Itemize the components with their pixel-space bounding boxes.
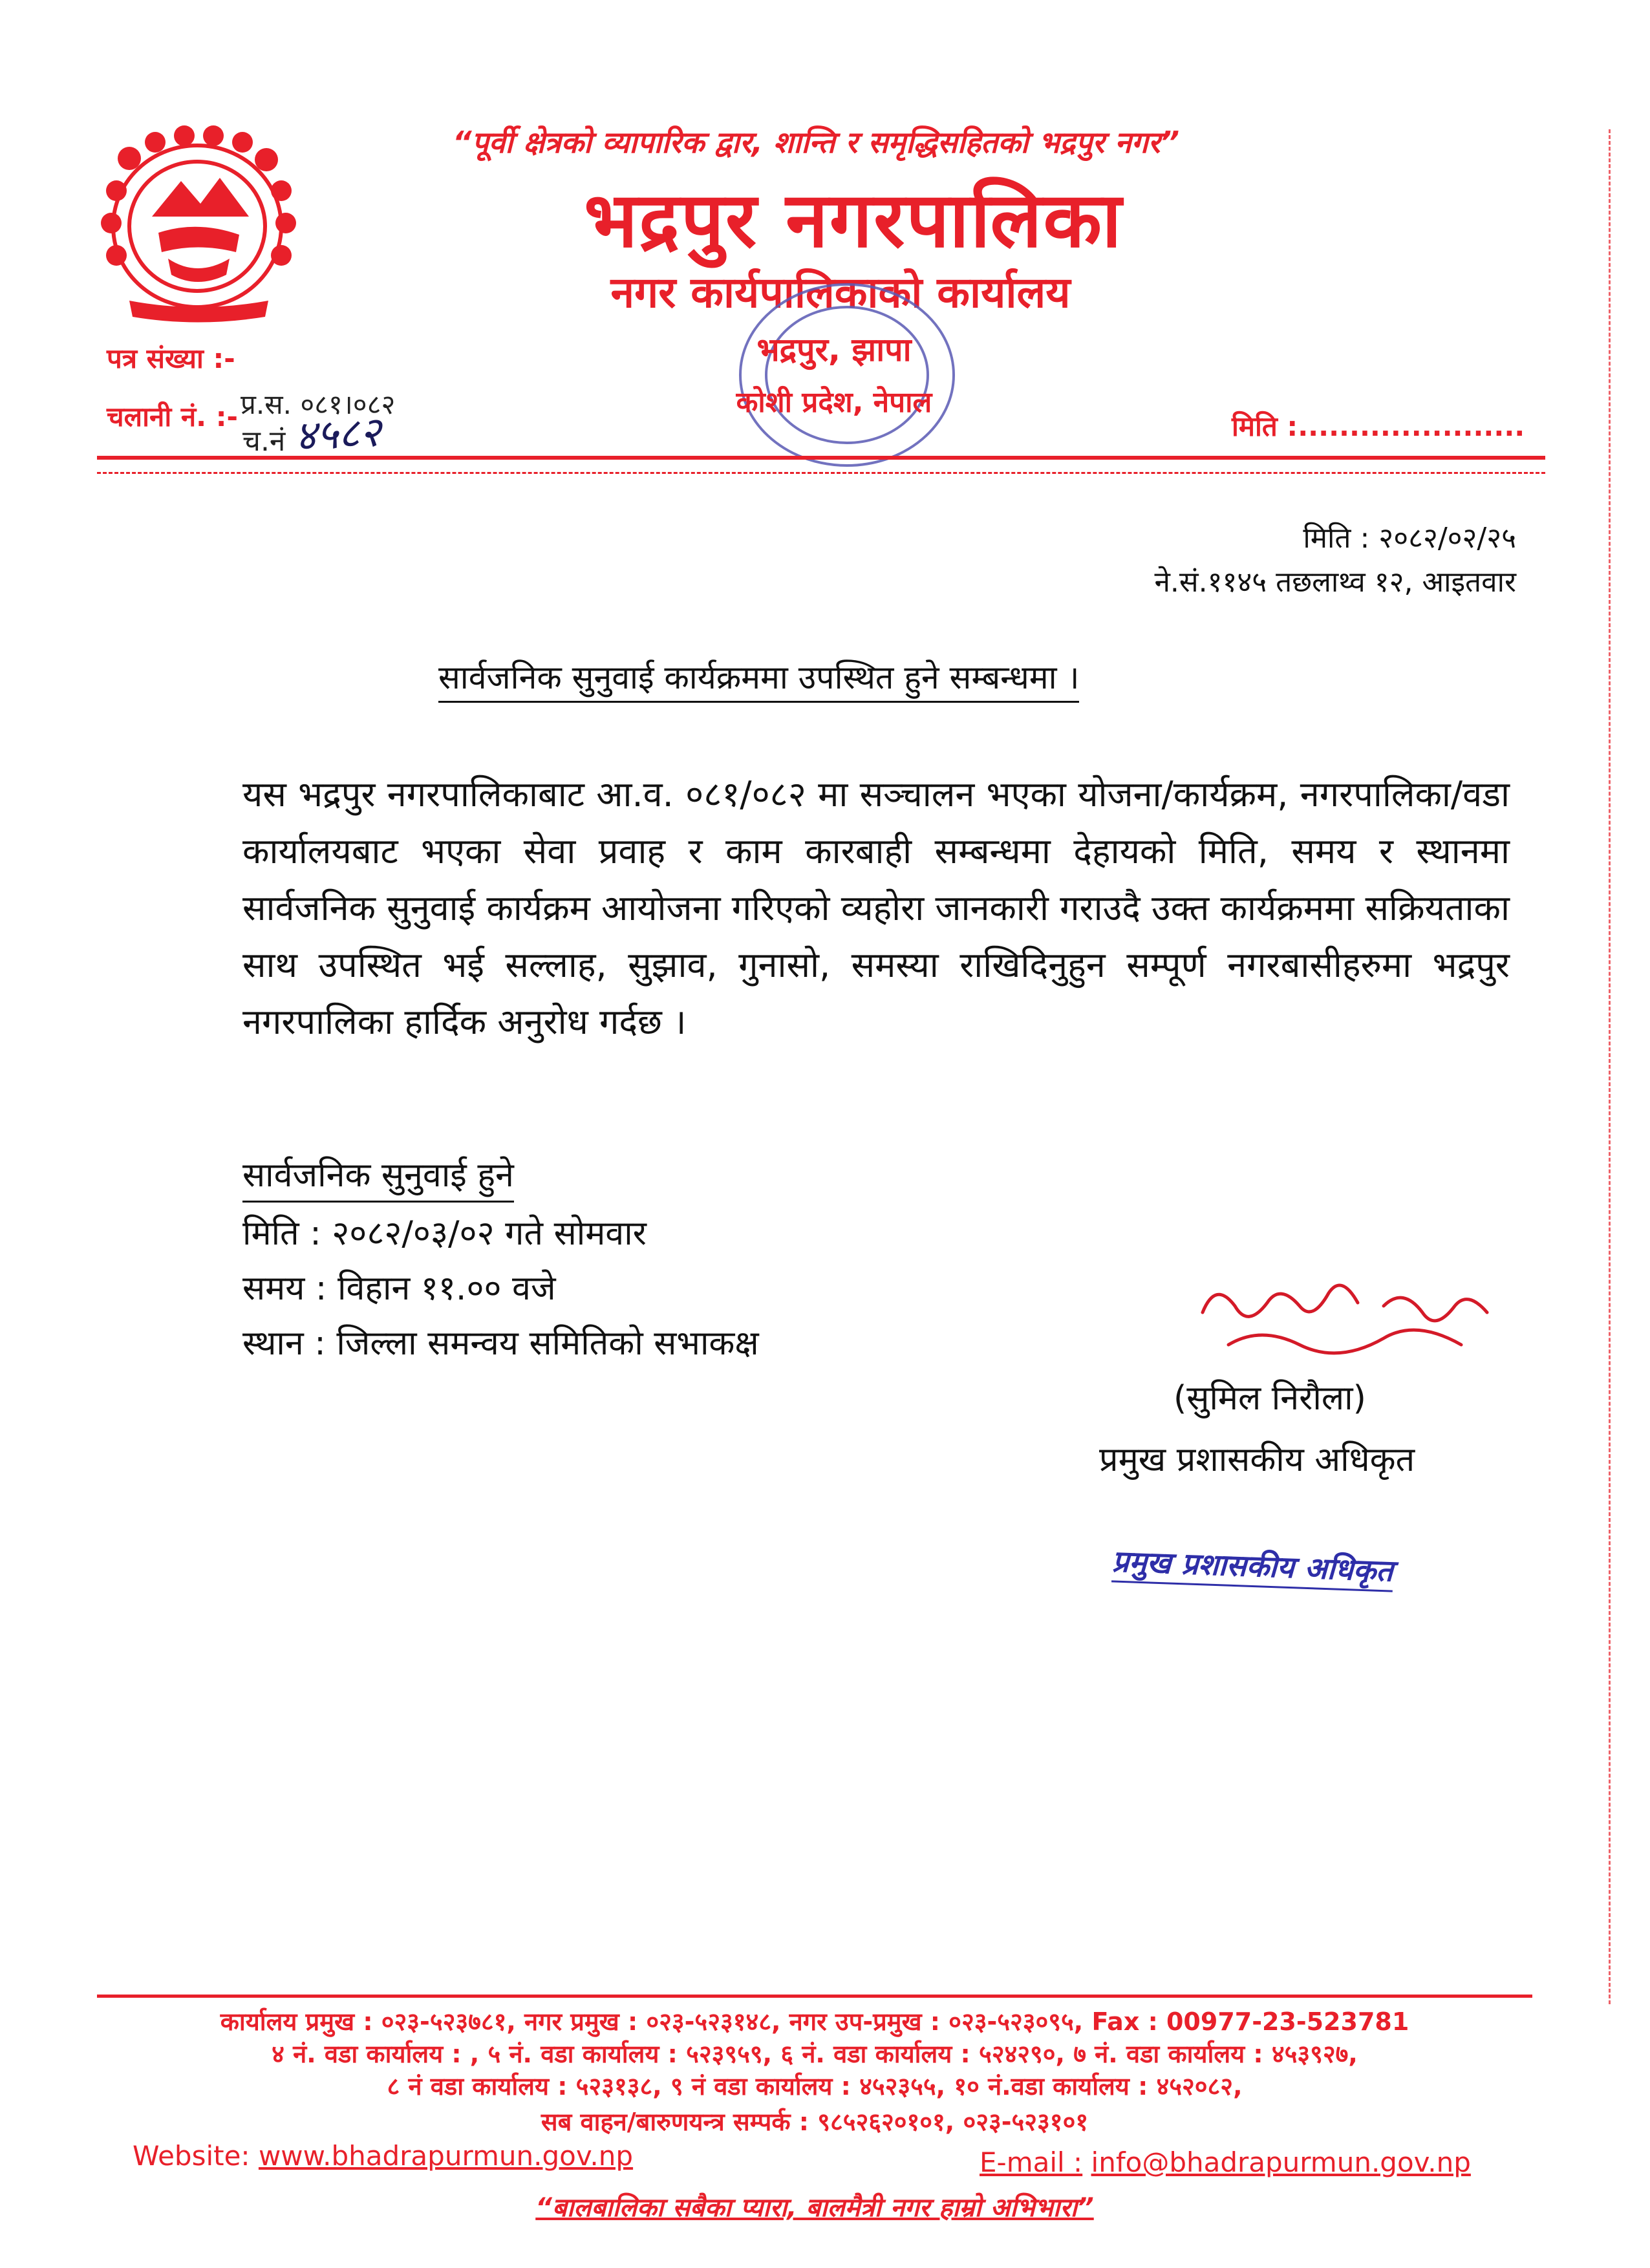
chalani-handwritten-number: ४५८२: [294, 408, 383, 461]
hearing-title: सार्वजनिक सुनुवाई हुने: [242, 1151, 514, 1203]
chalani-prefix: च.नं: [242, 425, 286, 458]
motto-text: “बालबालिका सबैका प्यारा, बालमैत्री नगर हाम्रो अभिभारा”: [535, 2193, 1094, 2223]
nepal-sambat-date: ने.सं.११४५ तछलाथ्व १२, आइतवार: [1154, 566, 1516, 599]
designation-stamp: प्रमुख प्रशासकीय अधिकृत: [1111, 1540, 1394, 1592]
address-line-1: भद्रपुर, झापा: [756, 331, 912, 369]
footer-phone-line-3: ८ नं वडा कार्यालय : ५२३१३८, ९ नं वडा कार्यालय : ४५२३५५, १० नं.वडा कार्यालय : ४५२०८२,: [387, 2072, 1243, 2101]
website: [133, 2140, 633, 2172]
right-margin-line: [1609, 129, 1611, 2004]
address-line-2: कोशी प्रदेश, नेपाल: [736, 386, 932, 419]
patra-sankhya-label: पत्र संख्या :-: [107, 343, 235, 374]
header-date-label: मिति :......................: [1232, 411, 1525, 442]
municipality-round-seal-icon: [724, 272, 970, 478]
signatory-title: प्रमुख प्रशासकीय अधिकृत: [1099, 1440, 1415, 1479]
footer-phone-line-2: ४ नं. वडा कार्यालय : , ५ नं. वडा कार्यालय : ५२३९५९, ६ नं. वडा कार्यालय : ५२४२९०, ७ नं. वडा कार्यालय : ४५३९२७,: [272, 2040, 1358, 2068]
hearing-place: स्थान : जिल्ला समन्वय समितिको सभाकक्ष: [242, 1324, 759, 1363]
letter-body: यस भद्रपुर नगरपालिकाबाट आ.व. ०८१/०८२ मा सञ्चालन भएका योजना/कार्यक्रम, नगरपालिका/वडा कार्यालयबाट भएका सेवा प्रवाह र काम कारबाही सम्बन्धमा देहायको मिति, समय र स्थानमा सार्वजनिक सुनुवाई कार्यक्रम आयोजना गरिएको व्यहोरा जानकारी गराउदै उक्त कार्यक्रममा सक्रियताका साथ उपस्थित भई सल्लाह, सुझाव, गुनासो, समस्या राखिदिनुहुन सम्पूर्ण नगरबासीहरुमा भद्रपुर नगरपालिका हार्दिक अनुरोध गर्दछ ।: [242, 774, 1510, 1042]
office-name: नगर कार्यपालिकाको कार्यालय: [610, 268, 1071, 317]
nepal-coat-of-arms-icon: [91, 120, 304, 326]
email-link[interactable]: info@bhadrapurmun.gov.np: [1091, 2146, 1471, 2178]
footer-motto: [97, 2188, 1532, 2224]
letter-subject: सार्वजनिक सुनुवाई कार्यक्रममा उपस्थित हुने सम्बन्धमा ।: [438, 654, 1079, 703]
footer-divider: [97, 1995, 1532, 1998]
email-label: E-mail :: [980, 2146, 1083, 2178]
hearing-date: मिति : २०८२/०३/०२ गते सोमवार: [242, 1214, 647, 1253]
footer-phone-line-4: सब वाहन/बारुणयन्त्र सम्पर्क : ९८५२६२०१०१, ०२३-५२३१०१: [541, 2108, 1089, 2136]
municipality-name: भद्रपुर नगरपालिका: [584, 175, 1123, 264]
header-tagline: “पूर्वी क्षेत्रको व्यापारिक द्वार, शान्ति र समृद्धिसहितको भद्रपुर नगर”: [453, 125, 1180, 160]
handwritten-signature: [1190, 1267, 1500, 1377]
chalani-label: चलानी नं. :-: [107, 401, 238, 433]
ps-handwritten: प्र.स. ०८१।०८२: [241, 389, 396, 420]
email: [980, 2146, 1471, 2178]
website-label: Website:: [133, 2140, 250, 2172]
header-dashed-divider: [97, 472, 1545, 474]
website-link[interactable]: www.bhadrapurmun.gov.np: [258, 2140, 634, 2172]
signatory-name: (सुमिल निरौला): [1173, 1379, 1366, 1418]
letter-date: मिति : २०८२/०२/२५: [1303, 522, 1516, 555]
footer-phone-line-1: कार्यालय प्रमुख : ०२३-५२३७८१, नगर प्रमुख : ०२३-५२३१४८, नगर उप-प्रमुख : ०२३-५२३०९५, Fax : 00977-23-523781: [220, 2007, 1409, 2036]
hearing-time: समय : विहान ११.०० वजे: [242, 1269, 556, 1308]
header-divider: [97, 456, 1545, 460]
